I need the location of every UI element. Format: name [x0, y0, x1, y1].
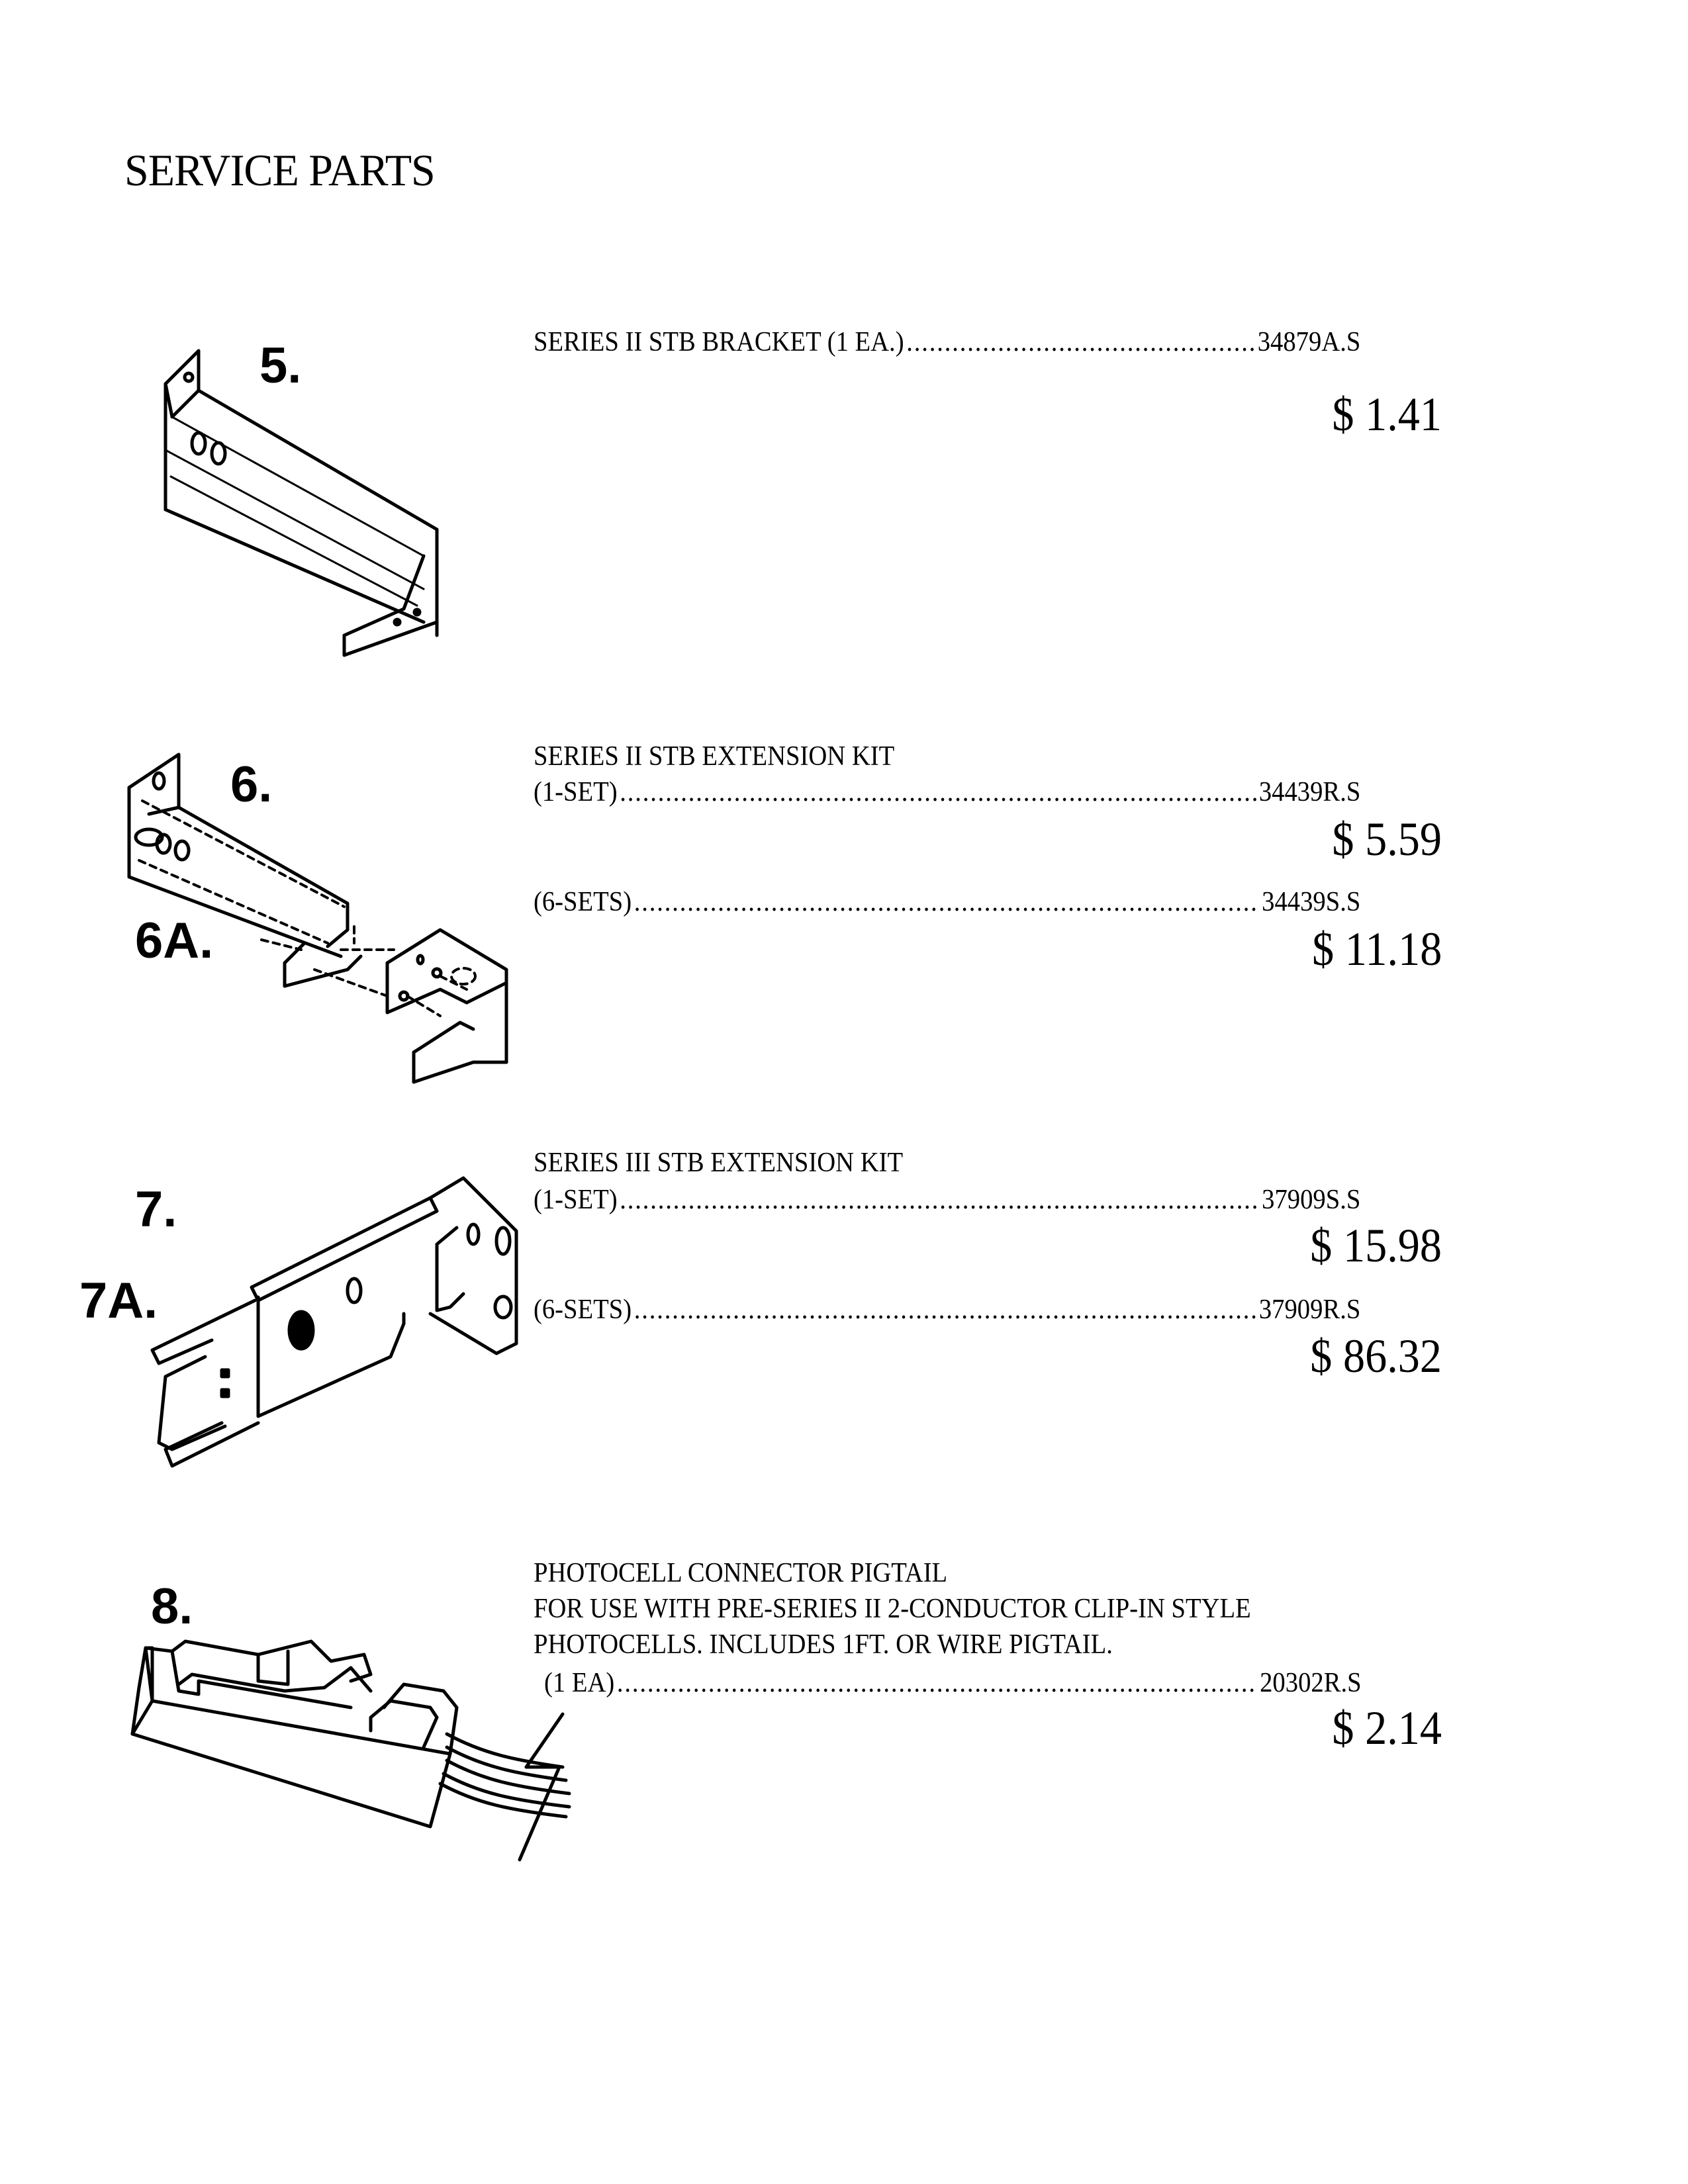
page-title: SERVICE PARTS: [124, 145, 435, 195]
part-number: 34439S.S: [1262, 887, 1361, 917]
figure-label-7: 7.: [135, 1181, 177, 1238]
price: $ 11.18: [1311, 923, 1442, 976]
part-number: 34879A.S: [1257, 327, 1361, 357]
part-row-34439S: [534, 888, 1360, 916]
leader-dots: [620, 778, 1256, 806]
part-number: 34439R.S: [1258, 777, 1361, 807]
leader-dots: [620, 1186, 1259, 1214]
stb-bracket-illustration: [146, 344, 463, 649]
figure-label-8: 8.: [151, 1578, 193, 1635]
part-number: 37909S.S: [1262, 1185, 1361, 1215]
quantity-label: (1-SET): [534, 777, 618, 807]
part-number: 37909R.S: [1258, 1295, 1361, 1325]
part-number: 20302R.S: [1260, 1668, 1362, 1698]
price: $ 5.59: [1332, 813, 1442, 866]
part-description-line-1: FOR USE WITH PRE-SERIES II 2-CONDUCTOR CLIP-IN STYLE: [534, 1594, 1251, 1624]
figure-label-6a: 6A.: [135, 913, 214, 969]
part-row-34439R: [534, 778, 1360, 806]
photocell-connector-pigtail-illustration: [132, 1641, 530, 1833]
price: $ 1.41: [1332, 388, 1442, 441]
part-row-37909R: [534, 1296, 1360, 1324]
price: $ 2.14: [1332, 1702, 1442, 1754]
stb-extension-kit-illustration: [129, 751, 500, 1049]
series-iii-extension-kit-illustration: [126, 1158, 496, 1449]
price: $ 86.32: [1310, 1330, 1442, 1383]
leader-dots: [617, 1669, 1258, 1697]
part-row-20302R: [544, 1669, 1362, 1697]
part-name: SERIES II STB EXTENSION KIT: [534, 741, 895, 772]
quantity-label: (6-SETS): [534, 887, 632, 917]
quantity-label: (1 EA): [544, 1668, 615, 1698]
quantity-label: (1-SET): [534, 1185, 618, 1215]
leader-dots: [634, 888, 1260, 916]
part-name: PHOTOCELL CONNECTOR PIGTAIL: [534, 1558, 948, 1588]
figure-label-6: 6.: [230, 756, 273, 813]
part-name: SERIES III STB EXTENSION KIT: [534, 1148, 904, 1178]
figure-label-5: 5.: [259, 338, 302, 394]
part-description-line-2: PHOTOCELLS. INCLUDES 1FT. OR WIRE PIGTAIL.: [534, 1629, 1113, 1660]
figure-label-7a: 7A.: [79, 1273, 158, 1329]
leader-dots: [634, 1296, 1256, 1324]
leader-dots: [906, 328, 1255, 356]
quantity-label: (6-SETS): [534, 1295, 632, 1325]
part-row-37909S: [534, 1186, 1360, 1214]
part-description: SERIES II STB BRACKET (1 EA.): [534, 327, 904, 357]
part-row-34879A: [534, 328, 1360, 356]
price: $ 15.98: [1310, 1219, 1442, 1272]
